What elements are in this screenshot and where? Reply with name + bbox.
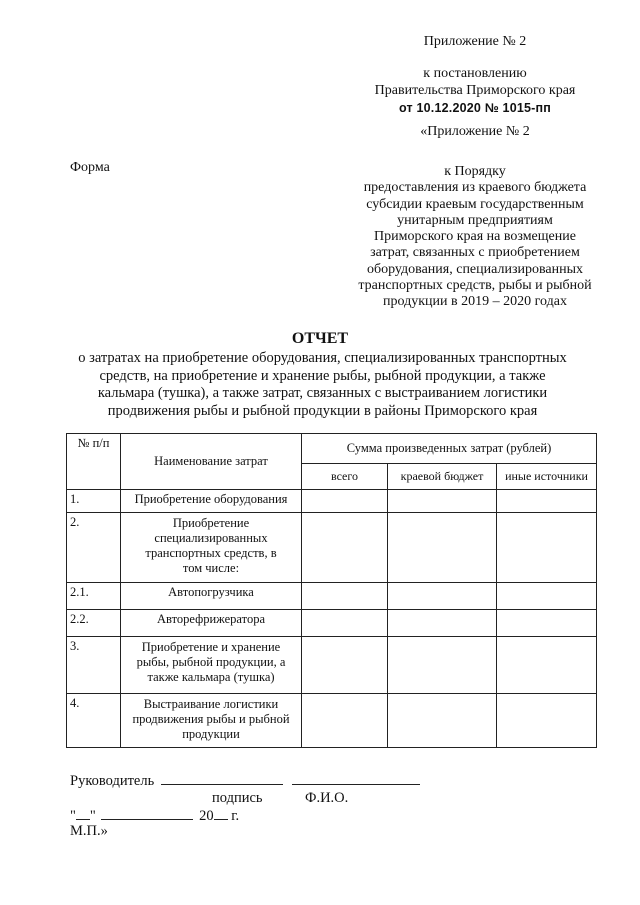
procedure-line: оборудования, специализированных [366, 261, 583, 277]
row-name: Выстраивание логистики продвижения рыбы и рыбной продукции [121, 694, 302, 748]
header-name: Наименование затрат [121, 434, 302, 490]
subtitle-line: средств, на приобретение и хранение рыбы, рыбной продукции, а также [99, 367, 546, 384]
row-num: 2. [67, 513, 121, 583]
subtitle-line: продвижения рыбы и рыбной продукции в районы Приморского края [107, 402, 538, 419]
cell-other [497, 694, 597, 748]
procedure-line: к Порядку [444, 164, 506, 179]
cell-regional [388, 490, 497, 513]
procedure-line: субсидии краевым государственным [366, 196, 584, 212]
row-name: Приобретение и хранение рыбы, рыбной продукции, а также кальмара (тушка) [121, 637, 302, 694]
stamp-label: М.П.» [70, 823, 108, 839]
cell-total [302, 513, 388, 583]
quote-open: " [70, 808, 76, 824]
row-num: 4. [67, 694, 121, 748]
sign-caption: подпись [212, 790, 263, 806]
cell-regional [388, 583, 497, 610]
table-row [67, 490, 597, 513]
cell-regional [388, 610, 497, 637]
cell-regional [388, 694, 497, 748]
year-prefix: 20 [199, 808, 214, 824]
row-num: 2.2. [67, 610, 121, 637]
subtitle-line: о затратах на приобретение оборудования, специализированных транспортных [78, 350, 567, 366]
procedure-line: предоставления из краевого бюджета [363, 180, 587, 196]
header-regional: краевой бюджет [388, 464, 497, 490]
month-blank[interactable] [101, 806, 193, 820]
header-other: иные источники [497, 464, 597, 490]
cell-regional [388, 637, 497, 694]
appendix-number-2: «Приложение № 2 [420, 124, 530, 139]
resolution-date-stamp: от 10.12.2020 № 1015-пп [398, 101, 552, 115]
expenses-table [66, 433, 597, 748]
cell-total [302, 694, 388, 748]
header-num: № п/п [67, 434, 121, 490]
header-sum: Сумма произведенных затрат (рублей) [302, 434, 597, 464]
cell-total [302, 583, 388, 610]
table-row [67, 583, 597, 610]
row-num: 3. [67, 637, 121, 694]
procedure-line: затрат, связанных с приобретением [370, 245, 580, 261]
year-blank[interactable] [214, 806, 228, 820]
fio-caption: Ф.И.О. [305, 790, 349, 806]
row-num: 2.1. [67, 583, 121, 610]
table-header-row [67, 434, 597, 464]
row-name: Приобретение оборудования [121, 490, 302, 513]
resolution-ref: к постановлению [423, 66, 527, 81]
fio-blank[interactable] [292, 771, 420, 785]
report-subtitle [50, 350, 595, 420]
head-label: Руководитель [70, 773, 155, 789]
table-row [67, 694, 597, 748]
cell-other [497, 490, 597, 513]
cell-other [497, 610, 597, 637]
table-row [67, 637, 597, 694]
signature-blank[interactable] [161, 771, 283, 785]
subtitle-line: кальмара (тушка), а также затрат, связанных с выстраиванием логистики [97, 385, 548, 401]
cell-total [302, 637, 388, 694]
cell-other [497, 583, 597, 610]
row-name: Авторефрижератора [121, 610, 302, 637]
signature-line [70, 771, 420, 790]
row-num: 1. [67, 490, 121, 513]
government-name: Правительства Приморского края [374, 83, 576, 98]
procedure-line: унитарным предприятиям [397, 212, 553, 228]
procedure-line: транспортных средств, рыбы и рыбной [358, 278, 592, 294]
procedure-line: продукции в 2019 – 2020 годах [383, 294, 567, 310]
appendix-number: Приложение № 2 [423, 34, 527, 49]
cell-total [302, 490, 388, 513]
form-label: Форма [70, 160, 110, 175]
procedure-line: Приморского края на возмещение [374, 229, 576, 245]
cell-other [497, 513, 597, 583]
row-name: Автопогрузчика [121, 583, 302, 610]
table-row [67, 513, 597, 583]
cell-total [302, 610, 388, 637]
quote-close: " [89, 808, 96, 824]
row-name: Приобретение специализированных транспортных средств, в том числе: [121, 513, 302, 583]
day-blank[interactable] [76, 806, 90, 820]
cell-other [497, 637, 597, 694]
header-total: всего [302, 464, 388, 490]
cell-regional [388, 513, 497, 583]
table-row [67, 610, 597, 637]
report-title: ОТЧЕТ [291, 330, 349, 347]
year-suffix: г. [231, 808, 240, 824]
procedure-reference [335, 164, 615, 311]
